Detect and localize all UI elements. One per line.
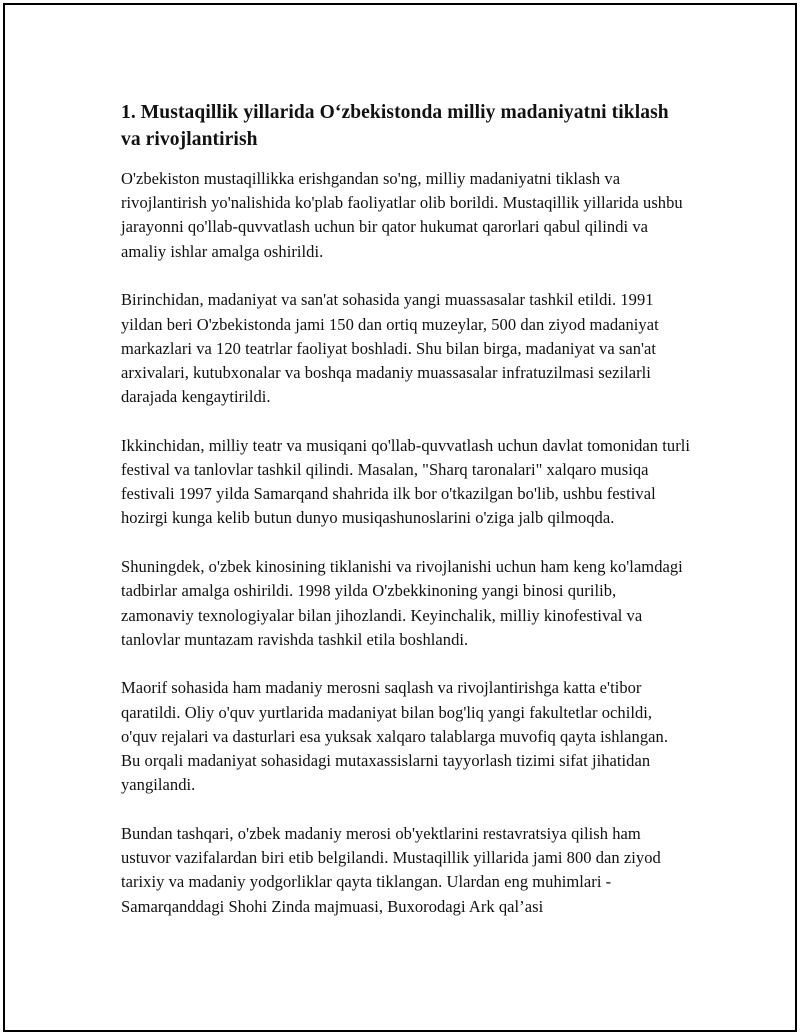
page-frame (3, 3, 797, 1032)
paragraph-3: Ikkinchidan, milliy teatr va musiqani qo'llab-quvvatlash uchun davlat tomonidan turli festival va tanlovlar tashkil qilindi. Masalan, "Sharq taronalari" xalqaro musiqa festivali 1997 yilda Samarqand shahrida ilk bor o'tkazilgan bo'lib, ushbu festival hozirgi kunga kelib butun dunyo musiqashunoslarini o'ziga jalb qilmoqda. (121, 435, 691, 528)
paragraph-2: Birinchidan, madaniyat va san'at sohasida yangi muassasalar tashkil etildi. 1991 yildan beri O'zbekistonda jami 150 dan ortiq muzeylar, 500 dan ziyod madaniyat markazlari va 120 teatrlar faoliyat boshladi. Shu bilan birga, madaniyat va san'at arxivalari, kutubxonalar va boshqa madaniy muassasalar infratuzilmasi sezilarli darajada kengaytirildi. (121, 290, 659, 407)
paragraph-1: O'zbekiston mustaqillikka erishgandan so'ng, milliy madaniyatni tiklash va rivojlantirish yo'nalishida ko'plab faoliyatlar olib borildi. Mustaqillik yillarida ushbu jarayonni qo'llab-quvvatlash uchun bir qator hukumat qarorlari qabul qilindi va amaliy ishlar amalga oshirildi. (121, 169, 683, 261)
paragraph-5: Maorif sohasida ham madaniy merosni saqlash va rivojlantirishga katta e'tibor qaratildi. Oliy o'quv yurtlarida madaniyat bilan bog'liq yangi fakultetlar ochildi, o'quv rejalari va dasturlari esa yuksak xalqaro talablarga muvofiq qayta ishlangan. Bu orqali madaniyat sohasidagi mutaxassislarni tayyorlash tizimi sifat jihatidan yangilandi. (121, 678, 669, 795)
document-body (121, 99, 691, 943)
paragraph-4: Shuningdek, o'zbek kinosining tiklanishi va rivojlanishi uchun ham keng ko'lamdagi tadbirlar amalga oshirildi. 1998 yilda O'zbekkinoning yangi binosi qurilib, zamonaviy texnologiyalar bilan jihozlandi. Keyinchalik, milliy kinofestival va tanlovlar muntazam ravishda tashkil etila boshlandi. (121, 557, 683, 649)
section-heading: 1. Mustaqillik yillarida O‘zbekistonda milliy madaniyatni tiklash va rivojlantirish (121, 102, 669, 150)
paragraph-6: Bundan tashqari, o'zbek madaniy merosi ob'yektlarini restavratsiya qilish ham ustuvor vazifalardan biri etib belgilandi. Mustaqillik yillarida jami 800 dan ziyod tarixiy va madaniy yodgorliklar qayta tiklangan. Ulardan eng muhimlari - Samarqanddagi Shohi Zinda majmuasi, Buxorodagi Ark qal’asi (121, 823, 661, 916)
